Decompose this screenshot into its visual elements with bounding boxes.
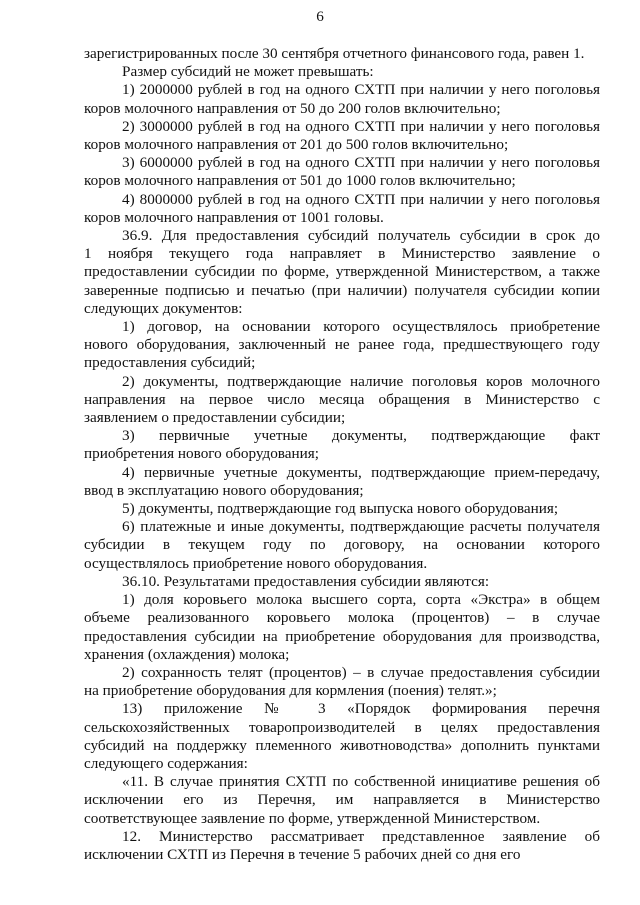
text-line: предоставления субсидии на приобретение оборудования для производства, [84, 627, 600, 645]
text-line: заверенные подписью и печатью (при наличии) получателя субсидии копии [84, 281, 600, 299]
text-line: направления на первое число месяца обращения в Министерство с [84, 390, 600, 408]
text-line: заявлением о предоставлении субсидии; [84, 409, 346, 427]
text-line: на приобретение оборудования для кормления (поения) телят.»; [84, 682, 497, 700]
text-line: 4) первичные учетные документы, подтверждающие прием-передачу, [122, 463, 600, 481]
text-line: приобретения нового оборудования; [84, 445, 319, 463]
text-line: 4) 8000000 рублей в год на одного СХТП при наличии у него поголовья [122, 190, 600, 208]
text-line: следующего содержания: [84, 754, 248, 772]
text-line: коров молочного направления от 1001 головы. [84, 208, 384, 226]
text-line: объеме реализованного коровьего молока (процентов) – в случае [84, 609, 600, 627]
text-line: коров молочного направления от 50 до 200 голов включительно; [84, 99, 501, 117]
text-line: 12. Министерство рассматривает представленное заявление об [122, 827, 600, 845]
page-number: 6 [316, 8, 324, 25]
text-line: 13) приложение № 3 «Порядок формирования перечня [122, 700, 600, 718]
text-line: осуществлялось приобретение нового оборудования. [84, 554, 428, 572]
text-line: зарегистрированных после 30 сентября отчетного финансового года, равен 1. [84, 45, 585, 62]
text-line: 1) 2000000 рублей в год на одного СХТП при наличии у него поголовья [122, 81, 600, 99]
text-line: 36.10. Результатами предоставления субсидии являются: [122, 572, 490, 590]
text-line: коров молочного направления от 501 до 1000 голов включительно; [84, 172, 516, 190]
text-line: соответствующее заявление по форме, утвержденной Министерством. [84, 809, 541, 827]
text-line: 1) доля коровьего молока высшего сорта, сорта «Экстра» в общем [122, 591, 600, 609]
text-line: 36.9. Для предоставления субсидий получатель субсидии в срок до [122, 227, 600, 245]
text-line: Размер субсидий не может превышать: [122, 63, 374, 81]
text-line: 2) 3000000 рублей в год на одного СХТП при наличии у него поголовья [122, 117, 600, 135]
text-line: 2) документы, подтверждающие наличие поголовья коров молочного [122, 372, 600, 390]
text-line: субсидии в текущем году по договору, на основании которого [84, 536, 600, 554]
text-line: 1) договор, на основании которого осуществлялось приобретение [122, 318, 600, 336]
text-line: нового оборудования, заключенный не ранее года, предшествующего году [84, 336, 600, 354]
text-line: 2) сохранность телят (процентов) – в случае предоставления субсидии [122, 663, 600, 681]
text-line: «11. В случае принятия СХТП по собственной инициативе решения об [122, 773, 600, 791]
text-line: предоставления субсидий; [84, 354, 256, 372]
text-line: следующих документов: [84, 299, 243, 317]
text-line: сельскохозяйственных товаропроизводителей в целях предоставления [84, 718, 600, 736]
text-line: коров молочного направления от 201 до 500 голов включительно; [84, 136, 509, 154]
text-line: 3) 6000000 рублей в год на одного СХТП при наличии у него поголовья [122, 154, 600, 172]
text-line: предоставлении субсидии по форме, утвержденной Министерством, а также [84, 263, 600, 281]
text-line: исключении его из Перечня, им направляется в Министерство [84, 791, 600, 809]
text-line: исключении СХТП из Перечня в течение 5 рабочих дней со дня его [84, 845, 521, 863]
text-line: субсидий на поддержку племенного животноводства» дополнить пунктами [84, 736, 600, 754]
text-line: 1 ноября текущего года направляет в Министерство заявление о [84, 245, 600, 263]
text-line: 3) первичные учетные документы, подтверждающие факт [122, 427, 600, 445]
text-line: ввод в эксплуатацию нового оборудования; [84, 481, 364, 499]
text-line: хранения (охлаждения) молока; [84, 645, 290, 663]
text-line: 6) платежные и иные документы, подтверждающие расчеты получателя [122, 518, 600, 536]
text-line: 5) документы, подтверждающие год выпуска нового оборудования; [122, 500, 559, 518]
document-body [84, 45, 600, 864]
